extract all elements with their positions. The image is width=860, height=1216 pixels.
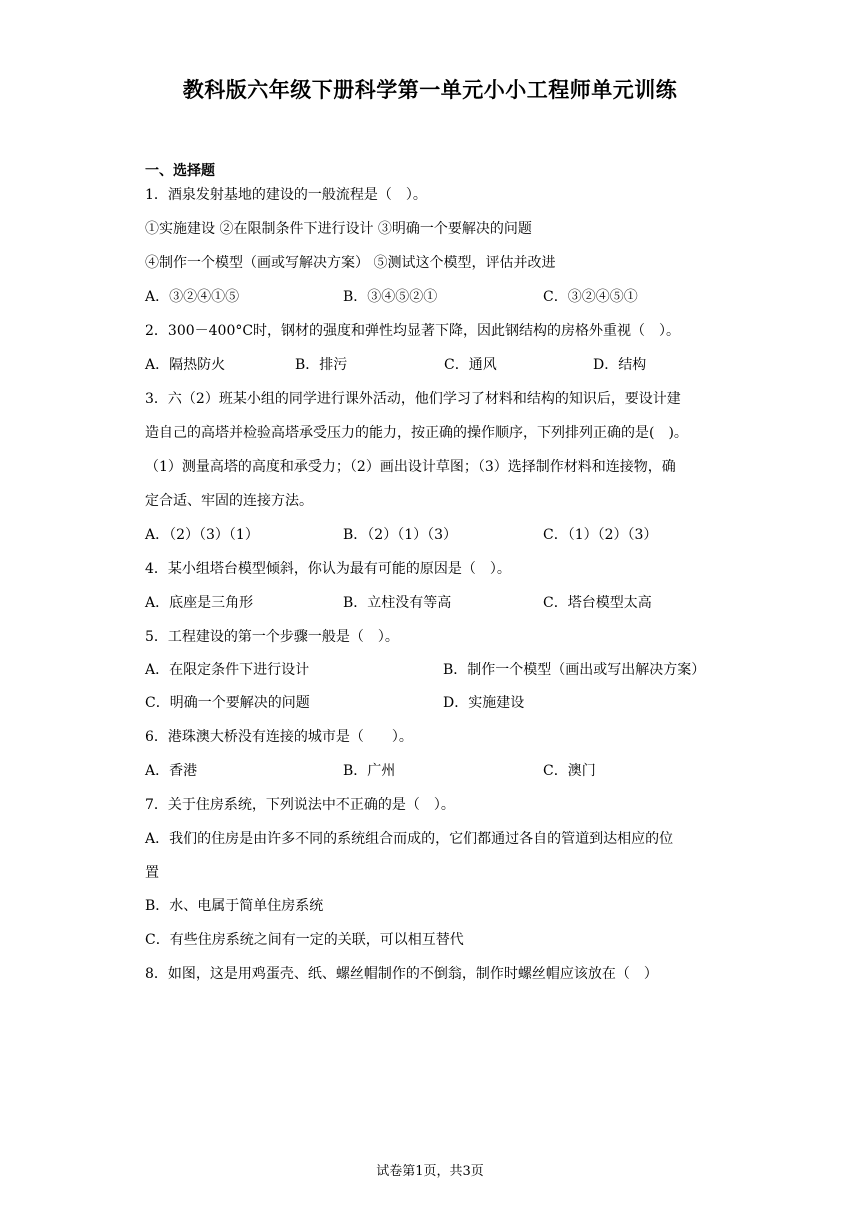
question-6-stem: 6．港珠澳大桥没有连接的城市是（ ）。 (145, 729, 413, 745)
question-6-option-b: B．广州 (343, 763, 396, 779)
question-1-line-3: ④制作一个模型（画或写解决方案） ⑤测试这个模型，评估并改进 (145, 255, 556, 271)
question-8-stem: 8．如图，这是用鸡蛋壳、纸、螺丝帽制作的不倒翁，制作时螺丝帽应该放在（ ） (145, 966, 658, 982)
question-3-line-2: 造自己的高塔并检验高塔承受压力的能力，按正确的操作顺序，下列排列正确的是( )。 (145, 425, 688, 441)
question-7-option-c: C．有些住房系统之间有一定的关联，可以相互替代 (145, 932, 464, 948)
question-7-option-b: B．水、电属于简单住房系统 (145, 898, 324, 914)
question-1-option-c: C．③②④⑤① (543, 289, 638, 305)
question-6-option-a: A．香港 (145, 763, 198, 779)
section-heading: 一、选择题 (145, 163, 215, 179)
question-1-option-a: A．③②④①⑤ (145, 289, 240, 305)
question-2-stem: 2．300－400°C时，钢材的强度和弹性均显著下降，因此钢结构的房格外重视（ ）。 (145, 323, 681, 339)
question-7-option-a-cont: 置 (145, 865, 159, 881)
question-4-option-c: C．塔台模型太高 (543, 595, 652, 611)
question-5-option-a: A．在限定条件下进行设计 (145, 662, 310, 678)
page-footer: 试卷第1页，共3页 (376, 1164, 484, 1179)
question-3-option-a: A．（2）（3）（1） (145, 527, 259, 543)
question-5-option-d: D．实施建设 (443, 695, 525, 711)
question-1-stem: 1．酒泉发射基地的建设的一般流程是（ ）。 (145, 187, 427, 203)
question-5-option-b: B．制作一个模型（画出或写出解决方案） (443, 662, 706, 678)
question-6-option-c: C．澳门 (543, 763, 596, 779)
question-3-option-c: C．（1）（2）（3） (543, 527, 658, 543)
question-5-option-c: C．明确一个要解决的问题 (145, 695, 310, 711)
question-7-option-a: A．我们的住房是由许多不同的系统组合而成的，它们都通过各自的管道到达相应的位 (145, 831, 674, 847)
question-4-option-a: A．底座是三角形 (145, 595, 254, 611)
question-2-option-c: C．通风 (444, 357, 497, 373)
question-3-line-3: （1）测量高塔的高度和承受力；（2）画出设计草图；（3）选择制作材料和连接物，确 (145, 459, 676, 475)
question-1-line-2: ①实施建设 ②在限制条件下进行设计 ③明确一个要解决的问题 (145, 221, 532, 237)
question-2-option-a: A．隔热防火 (145, 357, 226, 373)
question-1-option-b: B．③④⑤②① (343, 289, 438, 305)
page-title: 教科版六年级下册科学第一单元小小工程师单元训练 (182, 78, 678, 102)
question-4-stem: 4．某小组塔台模型倾斜，你认为最有可能的原因是（ ）。 (145, 561, 511, 577)
question-3-option-b: B．（2）（1）（3） (343, 527, 458, 543)
question-7-stem: 7．关于住房系统，下列说法中不正确的是（ ）。 (145, 797, 455, 813)
question-3-line-1: 3．六（2）班某小组的同学进行课外活动，他们学习了材料和结构的知识后，要设计建 (145, 391, 681, 407)
question-3-line-4: 定合适、牢固的连接方法。 (145, 493, 313, 509)
question-2-option-b: B．排污 (295, 357, 348, 373)
question-5-stem: 5．工程建设的第一个步骤一般是（ ）。 (145, 629, 399, 645)
question-2-option-d: D．结构 (593, 357, 647, 373)
question-4-option-b: B．立柱没有等高 (343, 595, 452, 611)
